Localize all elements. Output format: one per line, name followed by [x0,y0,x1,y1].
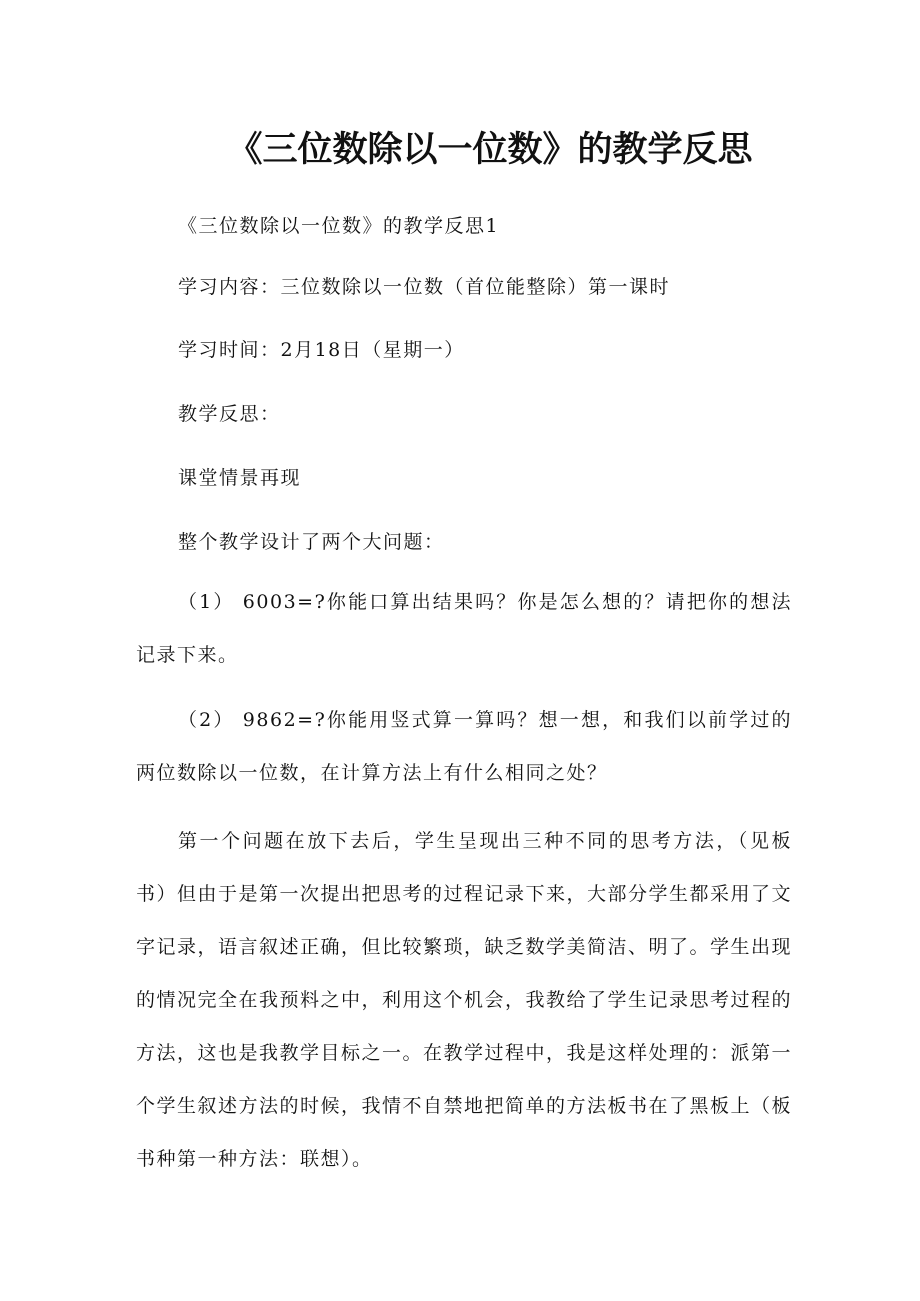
scene-label: 课堂情景再现 [178,467,302,489]
learning-content-line: 学习内容：三位数除以一位数（首位能整除）第一课时 [178,276,671,298]
question-2: （2） 9862=?你能用竖式算一算吗？想一想，和我们以前学过的两位数除以一位数，在计算方法上有什么相同之处？ [136,709,792,784]
learning-time-line: 学习时间：2月18日（星期一） [178,339,465,361]
reflection-label: 教学反思： [178,403,281,425]
question-1: （1） 6003=?你能口算出结果吗？你是怎么想的？请把你的想法记录下来。 [136,591,792,666]
document-title: 《三位数除以一位数》的教学反思 [227,130,753,170]
section-subtitle: 《三位数除以一位数》的教学反思1 [178,215,500,237]
body-paragraph: 第一个问题在放下去后，学生呈现出三种不同的思考方法，（见板书）但由于是第一次提出把思考的过程记录下来，大部分学生都采用了文字记录，语言叙述正确，但比较繁琐，缺乏数学美简洁、明了。学生出现的情况完全在我预料之中，利用这个机会，我教给了学生记录思考过程的方法，这也是我教学目标之一。在教学过程中，我是这样处理的：派第一个学生叙述方法的时候，我情不自禁地把简单的方法板书在了黑板上（板书种第一种方法：联想）。 [136,830,793,1170]
design-intro: 整个教学设计了两个大问题： [178,531,445,553]
